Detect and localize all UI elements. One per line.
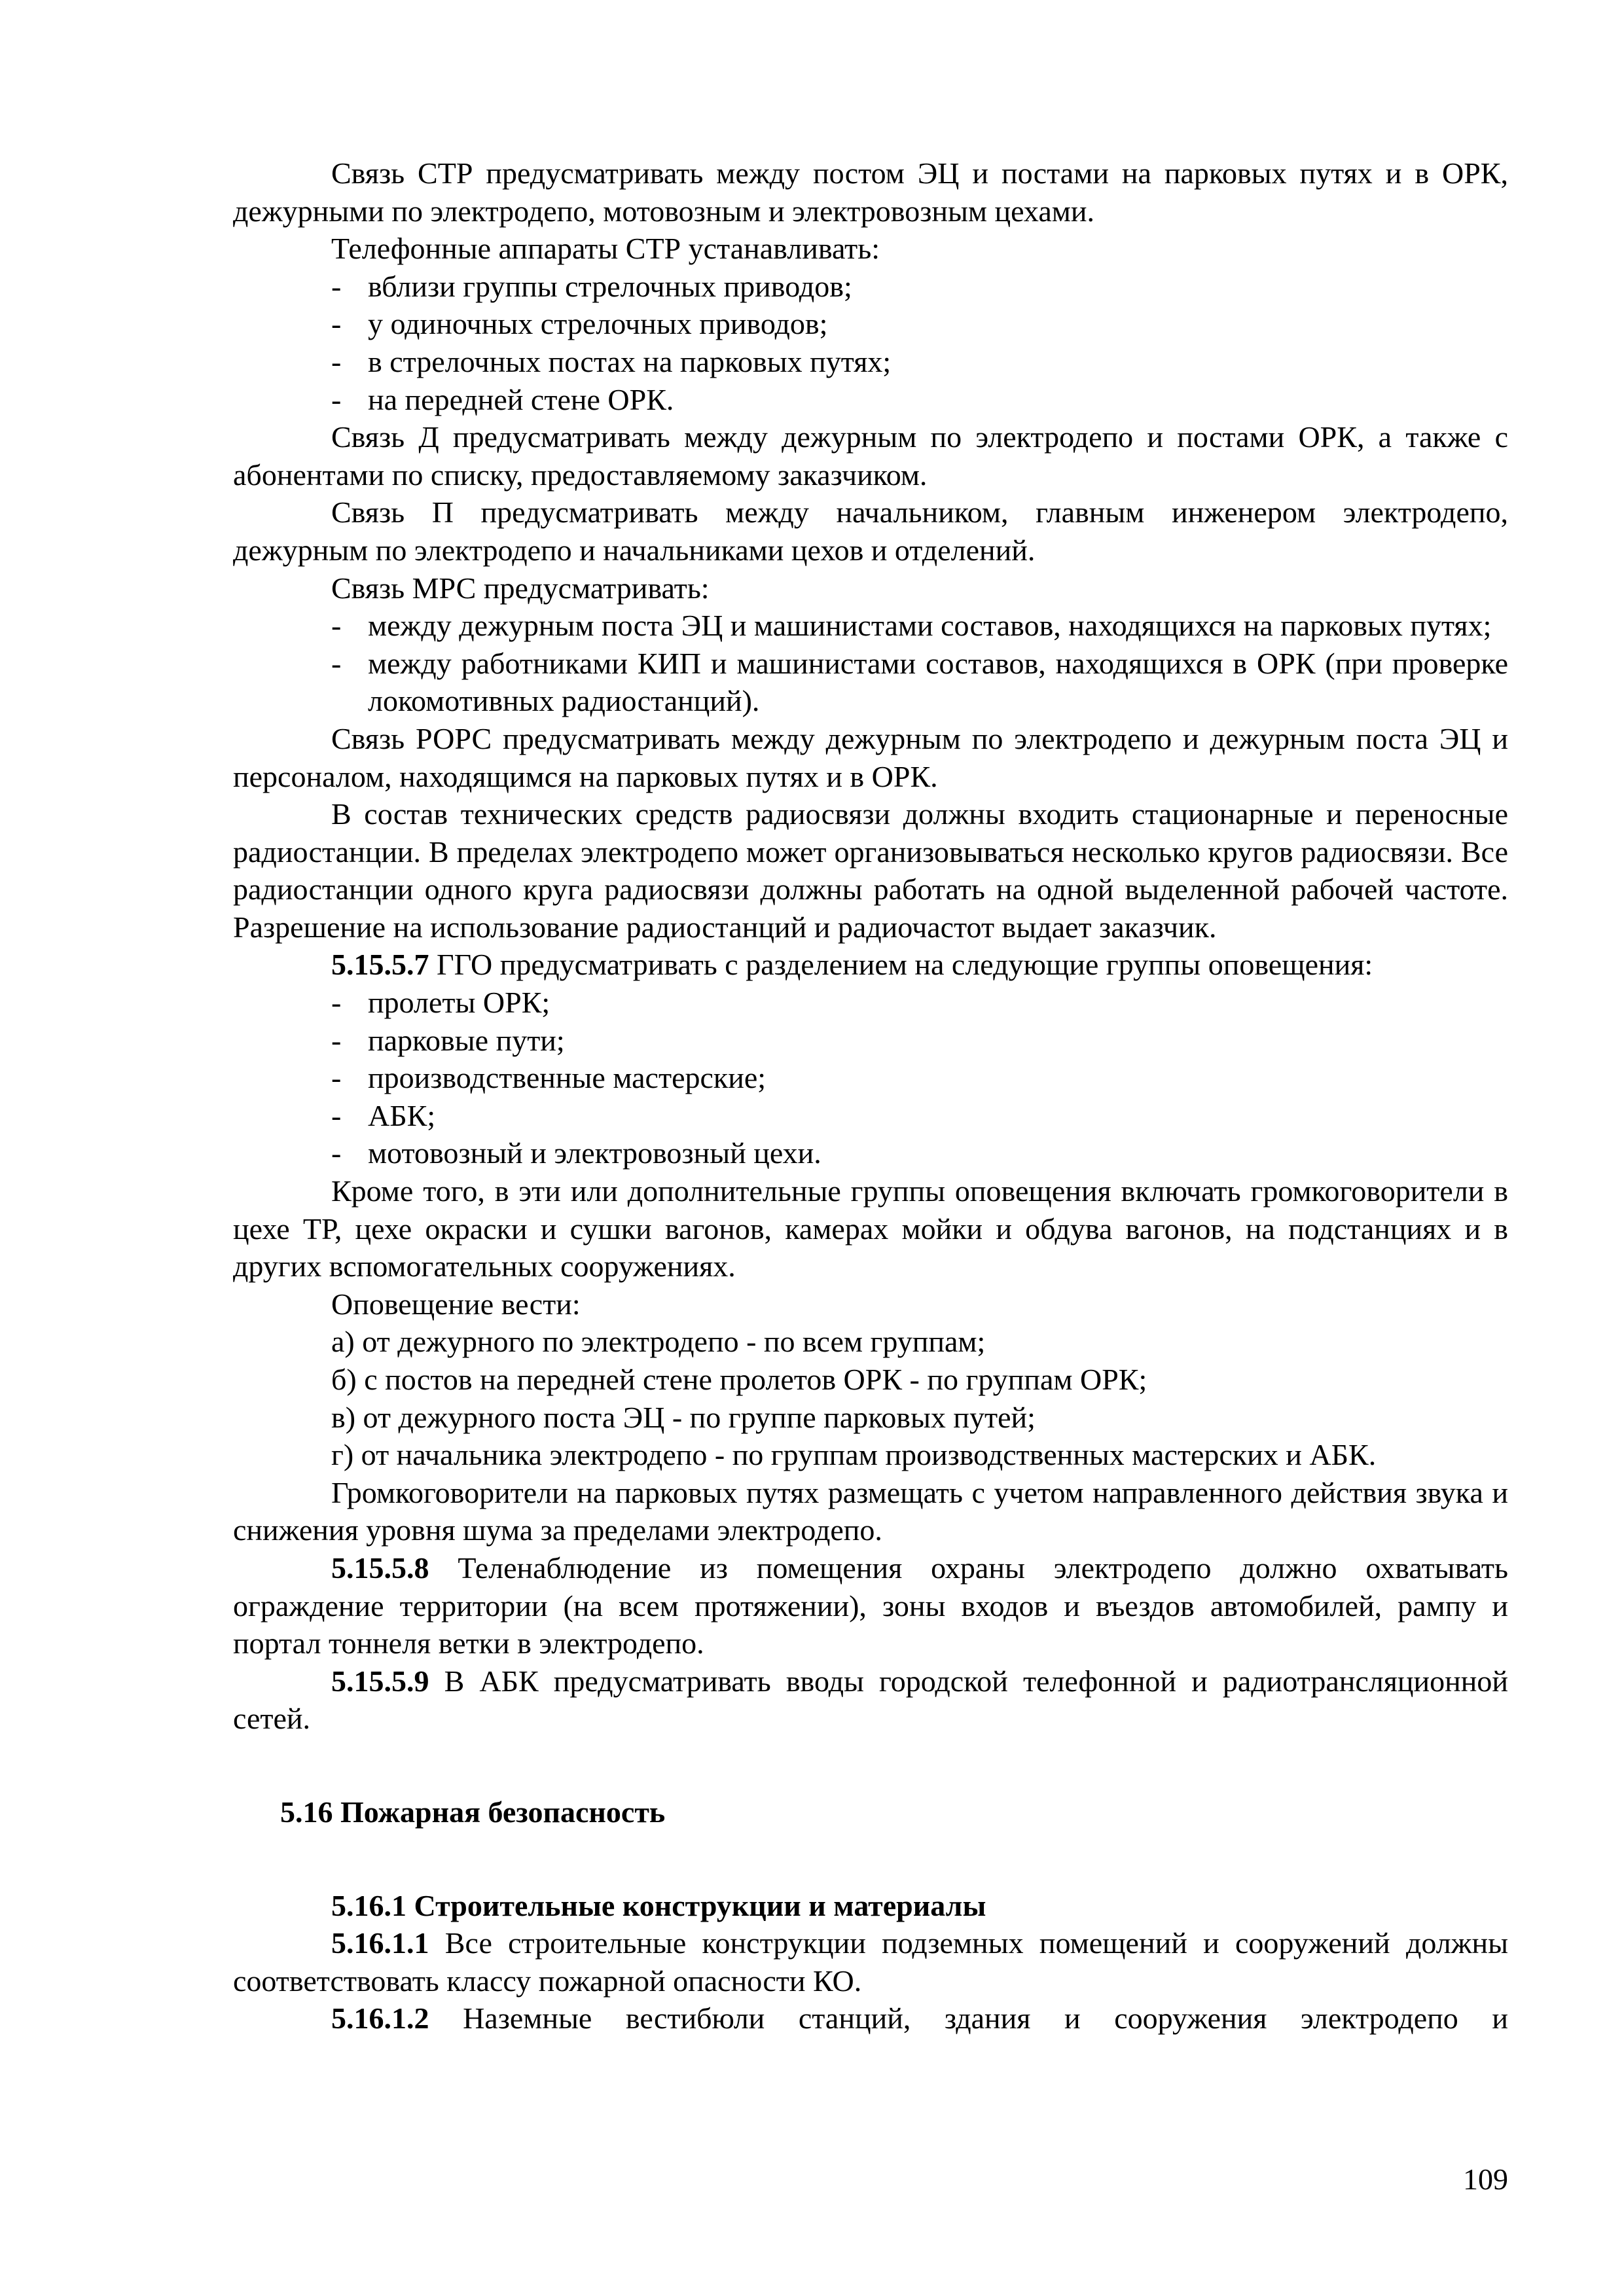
- dash-mark: -: [331, 646, 342, 680]
- dash-mark: -: [331, 1023, 342, 1057]
- clause-number: 5.16.1.1: [331, 1926, 429, 1960]
- clause-number: 5.15.5.7: [331, 948, 429, 982]
- paragraph: Оповещение вести:: [331, 1287, 581, 1321]
- clause-number: 5.15.5.8: [331, 1551, 429, 1585]
- list-item: б) с постов на передней стене пролетов ОРК - по группам ОРК;: [331, 1363, 1147, 1396]
- clause-number: 5.15.5.9: [331, 1664, 429, 1698]
- list-notification: [233, 1323, 1508, 1473]
- list-item: - парковые пути;: [233, 1022, 1508, 1060]
- spacer: [233, 1738, 1508, 1793]
- dash-mark: -: [331, 344, 342, 378]
- paragraph: Кроме того, в эти или дополнительные группы оповещения включать громкоговорители в цехе ТР, цехе окраски и сушки вагонов, камерах мойки и обдува вагонов, на подстанциях и в других вспомогательных сооружениях.: [233, 1174, 1508, 1283]
- list-item: - между дежурным поста ЭЦ и машинистами составов, находящихся на парковых путях;: [233, 607, 1508, 645]
- list-item: а) от дежурного по электродепо - по всем группам;: [331, 1325, 986, 1359]
- dash-mark: -: [331, 382, 342, 416]
- list-telephones: [233, 268, 1508, 418]
- paragraph: Связь СТР предусматривать между постом ЭЦ и постами на парковых путях и в ОРК, дежурными по электродепо, мотовозным и электровозным цехами.: [233, 156, 1508, 228]
- list-item: - в стрелочных постах на парковых путях;: [233, 343, 1508, 381]
- dash-mark: -: [331, 986, 342, 1020]
- list-item: в) от дежурного поста ЭЦ - по группе парковых путей;: [331, 1400, 1036, 1434]
- dash-mark: -: [331, 269, 342, 303]
- subsection-heading: 5.16.1 Строительные конструкции и материалы: [331, 1888, 986, 1922]
- paragraph: Связь РОРС предусматривать между дежурным по электродепо и дежурным поста ЭЦ и персоналом, находящимся на парковых путях и в ОРК.: [233, 721, 1508, 793]
- clause-5-16-1-1: 5.16.1.1 Все строительные конструкции подземных помещений и сооружений должны соответствовать классу пожарной опасности КО.: [233, 1926, 1508, 1998]
- dash-mark: -: [331, 1136, 342, 1170]
- spacer: [233, 1831, 1508, 1887]
- clause-5-15-5-9: 5.15.5.9 В АБК предусматривать вводы городской телефонной и радиотрансляционной сетей.: [233, 1664, 1508, 1736]
- paragraph: Связь Д предусматривать между дежурным по электродепо и постами ОРК, а также с абонентами по списку, предоставляемому заказчиком.: [233, 420, 1508, 492]
- clause-5-15-5-8: 5.15.5.8 Теленаблюдение из помещения охраны электродепо должно охватывать ограждение территории (на всем протяжении), зоны входов и въездов автомобилей, рампу и портал тоннеля ветки в электродепо.: [233, 1551, 1508, 1660]
- list-item: - у одиночных стрелочных приводов;: [233, 305, 1508, 343]
- clause-5-15-5-7: 5.15.5.7 ГГО предусматривать с разделением на следующие группы оповещения:: [331, 948, 1373, 982]
- dash-mark: -: [331, 609, 342, 643]
- list-mrs: [233, 607, 1508, 720]
- list-item: - вблизи группы стрелочных приводов;: [233, 268, 1508, 306]
- clause-number: 5.16.1.2: [331, 2001, 429, 2036]
- dash-mark: -: [331, 1098, 342, 1132]
- paragraph: Связь МРС предусматривать:: [331, 571, 710, 605]
- dash-mark: -: [331, 1061, 342, 1095]
- list-item: - на передней стене ОРК.: [233, 381, 1508, 419]
- list-item: - мотовозный и электровозный цехи.: [233, 1134, 1508, 1172]
- dash-mark: -: [331, 307, 342, 341]
- paragraph: Телефонные аппараты СТР устанавливать:: [331, 232, 880, 266]
- list-item: - АБК;: [233, 1097, 1508, 1135]
- list-item: г) от начальника электродепо - по группам производственных мастерских и АБК.: [331, 1438, 1377, 1472]
- clause-5-16-1-2: 5.16.1.2 Наземные вестибюли станций, здания и сооружения электродепо и: [331, 2001, 1508, 2036]
- paragraph: Громкоговорители на парковых путях размещать с учетом направленного действия звука и снижения уровня шума за пределами электродепо.: [233, 1475, 1508, 1547]
- section-heading: 5.16 Пожарная безопасность: [280, 1795, 666, 1829]
- paragraph: В состав технических средств радиосвязи должны входить стационарные и переносные радиостанции. В пределах электродепо может организовываться несколько кругов радиосвязи. Все радиостанции одного круга радиосвязи должны работать на одной выделенной рабочей частоте. Разрешение на использование радиостанций и радиочастот выдает заказчик.: [233, 797, 1508, 944]
- list-item: - между работниками КИП и машинистами составов, находящихся в ОРК (при проверке локомотивных радиостанций).: [233, 645, 1508, 720]
- list-item: - пролеты ОРК;: [233, 984, 1508, 1022]
- list-item: - производственные мастерские;: [233, 1059, 1508, 1097]
- paragraph: Связь П предусматривать между начальником, главным инженером электродепо, дежурным по электродепо и начальниками цехов и отделений.: [233, 495, 1508, 567]
- page-body: [233, 154, 1508, 2037]
- page-number: 109: [1463, 2162, 1508, 2196]
- list-groups: [233, 984, 1508, 1172]
